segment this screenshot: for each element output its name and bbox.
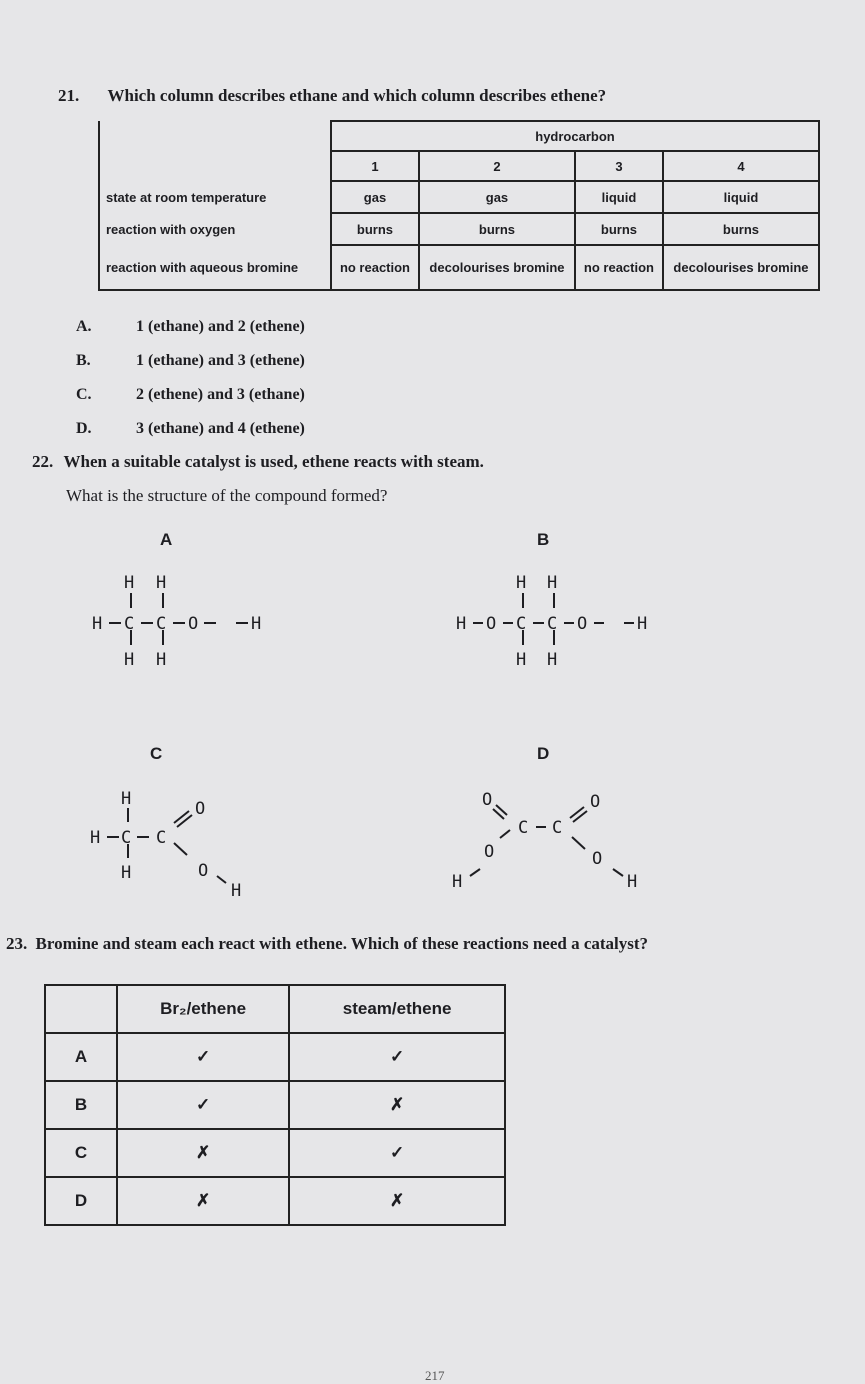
column-header: Br₂/ethene [117, 985, 289, 1033]
option-text: 1 (ethane) and 2 (ethene) [136, 318, 305, 335]
column-header: 2 [419, 151, 575, 181]
table-cell: burns [419, 213, 575, 245]
question-22-subtext: What is the structure of the compound formed? [66, 486, 388, 505]
question-text: When a suitable catalyst is used, ethene reacts with steam. [63, 452, 484, 471]
column-header: 3 [575, 151, 663, 181]
table-cell: ✗ [117, 1177, 289, 1225]
table-cell: ✓ [117, 1033, 289, 1081]
option-c[interactable] [76, 386, 305, 404]
atom-h: H [547, 650, 558, 670]
catalyst-table [44, 984, 506, 1226]
table-cell: burns [663, 213, 819, 245]
question-22-heading [32, 452, 484, 472]
option-letter: A. [76, 318, 92, 335]
option-text: 2 (ethene) and 3 (ethane) [136, 386, 305, 403]
page-number: 217 [425, 1368, 445, 1383]
atom-c: C [124, 614, 135, 634]
table-cell: decolourises bromine [419, 245, 575, 290]
atom-c: C [121, 828, 132, 848]
table-cell: ✓ [289, 1129, 505, 1177]
atom-o: O [577, 614, 588, 634]
option-a[interactable] [76, 318, 305, 336]
table-cell: liquid [663, 181, 819, 213]
structure-label-b: B [537, 530, 550, 549]
atom-h: H [251, 614, 262, 634]
table-row [99, 213, 819, 245]
atom-o: O [482, 790, 493, 810]
table-row [99, 181, 819, 213]
atom-c: C [516, 614, 527, 634]
structure-c-acid[interactable] [80, 780, 280, 910]
table-cell: gas [331, 181, 419, 213]
option-letter: B. [76, 352, 91, 369]
atom-o: O [484, 842, 495, 862]
empty-corner [45, 985, 117, 1033]
table-cell: ✓ [289, 1033, 505, 1081]
option-text: 3 (ethane) and 4 (ethene) [136, 420, 305, 437]
option-letter: C. [76, 386, 92, 403]
table-row[interactable] [45, 1081, 505, 1129]
atom-h: H [121, 789, 132, 809]
table-cell: ✗ [117, 1129, 289, 1177]
row-label: reaction with oxygen [99, 213, 331, 245]
table-cell: no reaction [331, 245, 419, 290]
atom-o: O [188, 614, 199, 634]
atom-c: C [156, 828, 167, 848]
column-header: 4 [663, 151, 819, 181]
atom-h: H [156, 573, 167, 593]
atom-h: H [516, 573, 527, 593]
option-d[interactable] [76, 420, 305, 438]
atom-h: H [231, 881, 242, 901]
question-23-heading [6, 934, 648, 954]
table-row[interactable] [45, 1033, 505, 1081]
structure-label-c: C [150, 744, 163, 763]
structure-d-diacid[interactable] [440, 780, 670, 910]
atom-o: O [195, 799, 206, 819]
question-number: 22. [32, 452, 54, 471]
atom-o: O [198, 861, 209, 881]
atom-h: H [92, 614, 103, 634]
option-text: 1 (ethane) and 3 (ethene) [136, 352, 305, 369]
atom-h: H [516, 650, 527, 670]
table-cell: ✓ [117, 1081, 289, 1129]
table-cell: gas [419, 181, 575, 213]
row-label: B [45, 1081, 117, 1129]
atom-h: H [456, 614, 467, 634]
row-label: C [45, 1129, 117, 1177]
atom-h: H [121, 863, 132, 883]
column-header: steam/ethene [289, 985, 505, 1033]
atom-c: C [156, 614, 167, 634]
table-cell: no reaction [575, 245, 663, 290]
atom-h: H [627, 872, 638, 892]
atom-o: O [486, 614, 497, 634]
atom-o: O [592, 849, 603, 869]
question-21-heading [58, 86, 606, 106]
question-text: Bromine and steam each react with ethene. Which of these reactions need a catalyst? [35, 934, 649, 953]
question-number: 21. [58, 86, 80, 105]
question-number: 23. [6, 934, 28, 953]
atom-h: H [124, 573, 135, 593]
option-b[interactable] [76, 352, 305, 370]
atom-c: C [552, 818, 563, 838]
table-cell: ✗ [289, 1177, 505, 1225]
table-cell: decolourises bromine [663, 245, 819, 290]
atom-c: C [547, 614, 558, 634]
atom-h: H [637, 614, 648, 634]
row-label: reaction with aqueous bromine [99, 245, 331, 290]
empty-corner [99, 121, 331, 151]
table-cell: burns [331, 213, 419, 245]
row-label: D [45, 1177, 117, 1225]
table-row [99, 245, 819, 290]
table-cell: burns [575, 213, 663, 245]
hydrocarbon-table [98, 120, 820, 291]
option-letter: D. [76, 420, 92, 437]
row-label: state at room temperature [99, 181, 331, 213]
table-row[interactable] [45, 1177, 505, 1225]
table-cell: ✗ [289, 1081, 505, 1129]
atom-c: C [518, 818, 529, 838]
atom-h: H [90, 828, 101, 848]
empty-corner [99, 151, 331, 181]
group-header: hydrocarbon [331, 121, 819, 151]
structure-b-diol[interactable] [446, 560, 686, 680]
table-cell: liquid [575, 181, 663, 213]
atom-o: O [590, 792, 601, 812]
structure-label-d: D [537, 744, 550, 763]
atom-h: H [156, 650, 167, 670]
atom-h: H [547, 573, 558, 593]
row-label: A [45, 1033, 117, 1081]
structure-label-a: A [160, 530, 173, 549]
atom-h: H [452, 872, 463, 892]
column-header: 1 [331, 151, 419, 181]
question-text: Which column describes ethane and which column describes ethene? [107, 86, 607, 105]
table-row[interactable] [45, 1129, 505, 1177]
structure-a-ethanol[interactable] [80, 560, 310, 680]
atom-h: H [124, 650, 135, 670]
